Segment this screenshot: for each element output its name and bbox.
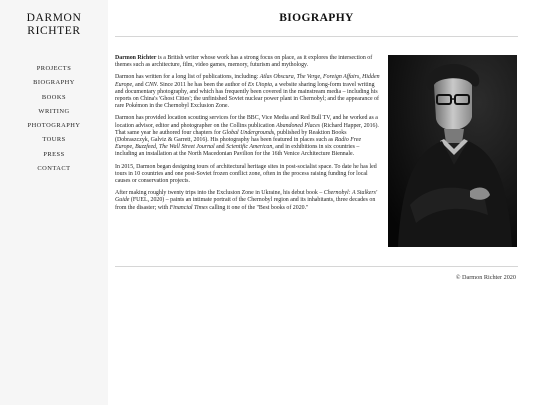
- page-title: BIOGRAPHY: [279, 12, 354, 24]
- bio-paragraph-1: Darmon Richter is a British writer whose work has a strong focus on place, as it explores the intersection of themes such as architecture, film, video games, memory, futurism and mythology.: [115, 55, 373, 69]
- nav-item-books[interactable]: BOOKS: [41, 93, 67, 101]
- site-title-line1[interactable]: DARMON: [26, 12, 82, 24]
- bio-paragraph-2: Darmon has written for a long list of publications, including: Atlas Obscura, The Verge, Foreign Affairs, Hidden Europe, and CNN. Since 2011 he has been the author of Ex Utopia, a website sharing long-form travel writing and documentary photography, and which has frequently been covered in the mainstream media – including his reports on China's 'Ghost Cities'; the unfinished Soviet nuclear power plant in Chernobyl; and the appearance of rare Pokémon in the Chernobyl Exclusion Zone.: [115, 74, 380, 110]
- bio-paragraph-5: After making roughly twenty trips into the Exclusion Zone in Ukraine, his debut book – Chernobyl: A Stalkers' Guide (FUEL, 2020) – paints an intimate portrait of the Chernobyl region and its inhabitants, three decades on from the disaster; with Financial Times calling it one of the "Best books of 2020.": [115, 190, 378, 211]
- nav-item-contact[interactable]: CONTACT: [37, 165, 71, 173]
- bio-author-name: Darmon Richter: [115, 55, 157, 61]
- footer-divider: [115, 266, 518, 267]
- main-content: [115, 0, 518, 405]
- site-title[interactable]: [0, 12, 108, 38]
- biography-text: [115, 55, 380, 217]
- site-title-line2[interactable]: RICHTER: [27, 25, 81, 37]
- nav-item-tours[interactable]: TOURS: [42, 136, 66, 144]
- nav-item-writing[interactable]: WRITING: [38, 107, 70, 115]
- bio-paragraph-3: Darmon has provided location scouting services for the BBC, Vice Media and Red Bull TV, and he worked as a location advisor, editor and photographer on the Collins publication Abandoned Places (Richard Happer, 2016). That same year he authored four chapters for Global Undergrounds, published by Reaktion Books (Dobraszczyk, Galviz & Garrett, 2016). His photography has been featured in places such as Radio Free Europe, Buzzfeed, The Wall Street Journal and Scientific American, and in exhibitions in six countries – including an installation at the North Macedonian Pavilion for the 16th Venice Architecture Biennale.: [115, 115, 379, 158]
- nav-item-biography[interactable]: BIOGRAPHY: [33, 79, 75, 87]
- author-portrait: [388, 55, 517, 247]
- sidebar: [0, 0, 108, 405]
- header-divider: [115, 36, 518, 37]
- bio-paragraph-4: In 2015, Darmon began designing tours of architectural heritage sites in post-socialist space. To date he has led tours in 10 countries and one post-Soviet frozen conflict zone, often in the process raising funding for local causes or conservation projects.: [115, 163, 377, 185]
- nav-item-photography[interactable]: PHOTOGRAPHY: [27, 122, 81, 130]
- portrait-image: [388, 55, 517, 247]
- footer-copyright: © Darmon Richter 2020: [455, 274, 516, 281]
- main-nav: [0, 62, 108, 176]
- nav-item-projects[interactable]: PROJECTS: [36, 65, 72, 72]
- nav-item-press[interactable]: PRESS: [43, 150, 65, 158]
